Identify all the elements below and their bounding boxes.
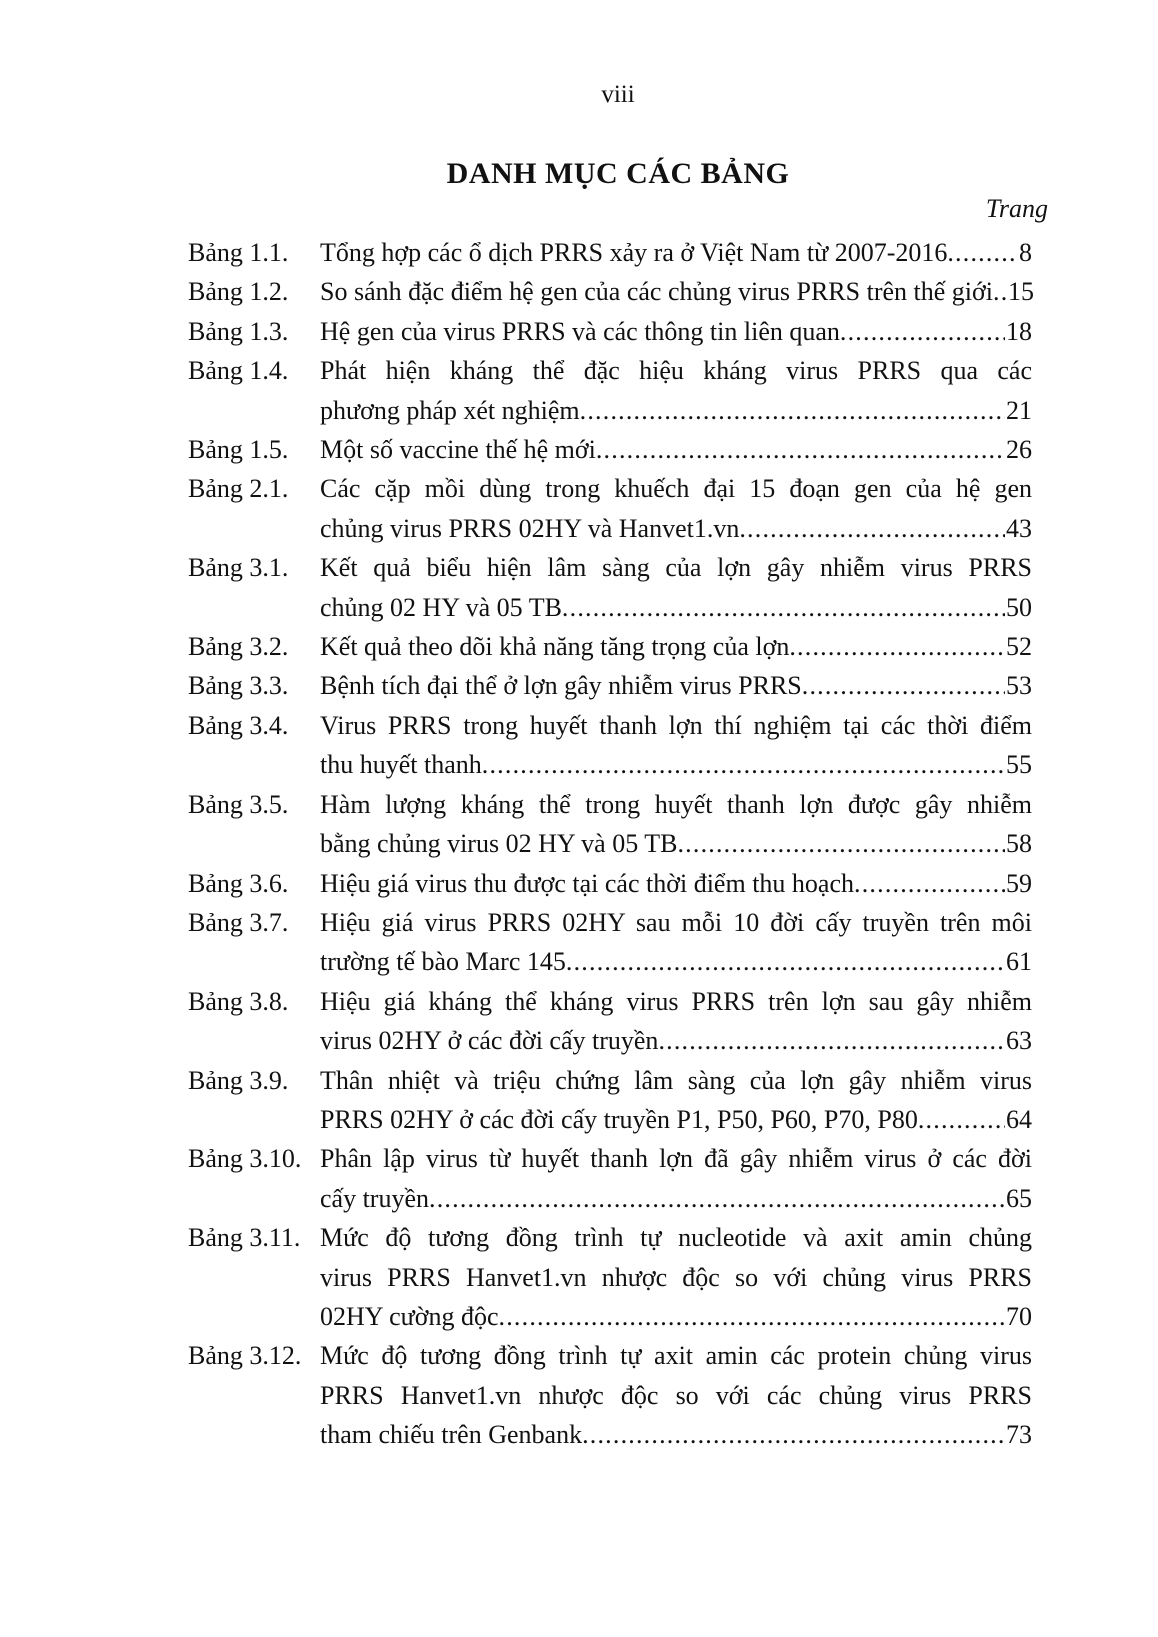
toc-entry-text: chủng 02 HY và 05 TB: [320, 592, 562, 622]
toc-entry: [188, 548, 1032, 627]
toc-entry-text: phương pháp xét nghiệm: [320, 395, 580, 425]
toc-entry: [188, 272, 1032, 311]
dot-leader: [993, 272, 1007, 311]
toc-entry-text: 02HY cường độc: [320, 1301, 499, 1331]
toc-entry-text: Hệ gen của virus PRRS và các thông tin liên quan: [320, 316, 840, 346]
toc-entry-content: [320, 706, 1032, 785]
page-number: 52: [1006, 632, 1032, 662]
toc-entry-text: Thân nhiệt và triệu chứng lâm sàng của lợn gây nhiễm virus: [320, 1065, 1032, 1095]
toc-entry-line: [320, 588, 1032, 627]
dot-leader: [677, 824, 1005, 863]
toc-entry-text: PRRS Hanvet1.vn nhược độc so với các chủng virus PRRS: [320, 1380, 1032, 1410]
toc-entry-label: Bảng 3.9.: [188, 1065, 289, 1095]
page-number: 55: [1006, 750, 1032, 780]
dot-leader: [562, 588, 1005, 627]
toc-entry-content: [320, 666, 1032, 705]
toc-entry-text: Virus PRRS trong huyết thanh lợn thí nghiệm tại các thời điểm: [320, 710, 1032, 740]
toc-entry-line: [320, 1336, 1032, 1375]
toc-entry-line: [320, 666, 1032, 705]
toc-entry: [188, 785, 1032, 864]
toc-entry-content: [320, 982, 1032, 1061]
toc-entry-line: [320, 233, 1032, 272]
toc-entry-line: [320, 1179, 1032, 1218]
toc-entry-line: [320, 903, 1032, 942]
toc-entry-label: Bảng 3.11.: [188, 1223, 301, 1253]
toc-entry-content: [320, 627, 1032, 666]
page-number: 15: [1008, 277, 1034, 307]
toc-entry-label: Bảng 3.5.: [188, 789, 289, 819]
toc-entry-line: [320, 1297, 1032, 1336]
toc-entry-line: [320, 509, 1032, 548]
page-number: 50: [1006, 592, 1032, 622]
dot-leader: [566, 942, 1005, 981]
toc-entry: [188, 627, 1032, 666]
toc-list: [188, 233, 1032, 1455]
toc-entry-text: Bệnh tích đại thể ở lợn gây nhiễm virus PRRS: [320, 671, 802, 701]
toc-entry-text: Phát hiện kháng thể đặc hiệu kháng virus PRRS qua các: [320, 356, 1032, 386]
toc-entry-text: Phân lập virus từ huyết thanh lợn đã gây nhiễm virus ở các đời: [320, 1144, 1032, 1174]
page-number: 64: [1006, 1104, 1032, 1134]
toc-entry-content: [320, 1061, 1032, 1140]
toc-entry-line: [320, 982, 1032, 1021]
toc-entry-content: [320, 903, 1032, 982]
toc-entry-line: [320, 469, 1032, 508]
toc-entry-line: [320, 351, 1032, 390]
page-title: DANH MỤC CÁC BẢNG: [446, 157, 790, 190]
dot-leader: [840, 312, 1005, 351]
toc-entry-line: [320, 942, 1032, 981]
toc-entry: [188, 1336, 1032, 1454]
toc-entry: [188, 430, 1032, 469]
toc-entry-line: [320, 1258, 1032, 1297]
toc-entry-line: [320, 1218, 1032, 1257]
toc-entry-label: Bảng 3.2.: [188, 632, 289, 662]
toc-entry-content: [320, 233, 1032, 272]
toc-entry-line: [320, 430, 1032, 469]
toc-entry-text: Một số vaccine thế hệ mới: [320, 435, 596, 465]
toc-entry-text: Tổng hợp các ổ dịch PRRS xảy ra ở Việt Nam từ 2007-2016: [320, 238, 948, 267]
toc-entry-text: cấy truyền: [320, 1183, 430, 1213]
toc-entry-label: Bảng 3.3.: [188, 671, 289, 701]
toc-entry-label: Bảng 3.4.: [188, 710, 289, 740]
dot-leader: [947, 233, 1018, 272]
dot-leader: [580, 391, 1005, 430]
toc-entry: [188, 351, 1032, 430]
dot-leader: [802, 666, 1005, 705]
toc-entry-text: tham chiếu trên Genbank: [320, 1420, 583, 1450]
toc-entry-content: [320, 351, 1032, 430]
toc-entry: [188, 1061, 1032, 1140]
toc-entry-text: virus 02HY ở các đời cấy truyền: [320, 1026, 659, 1056]
dot-leader: [499, 1297, 1005, 1336]
toc-entry-content: [320, 430, 1032, 469]
toc-entry-text: trường tế bào Marc 145: [320, 947, 566, 977]
toc-entry-line: [320, 785, 1032, 824]
toc-entry-label: Bảng 3.10.: [188, 1144, 302, 1174]
toc-entry: [188, 233, 1032, 272]
toc-entry-line: [320, 864, 1032, 903]
toc-entry-text: Hiệu giá virus PRRS 02HY sau mỗi 10 đời cấy truyền trên môi: [320, 907, 1032, 937]
toc-entry-label: Bảng 3.6.: [188, 868, 289, 898]
toc-entry-line: [320, 1100, 1032, 1139]
dot-leader: [482, 745, 1005, 784]
toc-entry: [188, 312, 1032, 351]
toc-entry: [188, 469, 1032, 548]
dot-leader: [918, 1100, 1005, 1139]
toc-entry: [188, 706, 1032, 785]
page-number: 73: [1006, 1420, 1032, 1450]
toc-entry-line: [320, 548, 1032, 587]
toc-entry-label: Bảng 3.8.: [188, 986, 289, 1016]
toc-entry-label: Bảng 2.1.: [188, 474, 289, 504]
toc-entry-label: Bảng 3.1.: [188, 553, 289, 583]
toc-entry-text: Hiệu giá kháng thể kháng virus PRRS trên lợn sau gây nhiễm: [320, 986, 1032, 1016]
toc-entry-line: [320, 1415, 1032, 1454]
toc-entry: [188, 903, 1032, 982]
toc-entry-line: [320, 627, 1032, 666]
toc-entry-content: [320, 312, 1032, 351]
toc-entry-label: Bảng 1.4.: [188, 356, 289, 386]
toc-entry-content: [320, 469, 1032, 548]
page-folio: viii: [601, 81, 635, 108]
toc-entry-label: Bảng 3.7.: [188, 907, 289, 937]
page-number: 43: [1006, 513, 1032, 543]
dot-leader: [658, 1021, 1005, 1060]
toc-entry-content: [320, 548, 1032, 627]
toc-entry-text: Hàm lượng kháng thể trong huyết thanh lợn được gây nhiễm: [320, 789, 1032, 819]
dot-leader: [582, 1415, 1005, 1454]
dot-leader: [429, 1179, 1005, 1218]
toc-entry-text: Các cặp mồi dùng trong khuếch đại 15 đoạn gen của hệ gen: [320, 474, 1032, 504]
dot-leader: [789, 627, 1005, 666]
toc-entry-content: [320, 1218, 1032, 1336]
toc-entry-text: virus PRRS Hanvet1.vn nhược độc so với chủng virus PRRS: [320, 1262, 1032, 1292]
toc-entry-text: So sánh đặc điểm hệ gen của các chủng virus PRRS trên thế giới: [320, 277, 993, 307]
page-number: 63: [1006, 1026, 1032, 1056]
toc-entry-label: Bảng 1.3.: [188, 316, 289, 346]
toc-entry-text: Mức độ tương đồng trình tự nucleotide và axit amin chủng: [320, 1223, 1032, 1253]
toc-entry: [188, 1218, 1032, 1336]
toc-entry-label: Bảng 1.1.: [188, 238, 289, 267]
page-number: 8: [1019, 238, 1032, 267]
toc-entry: [188, 982, 1032, 1061]
toc-entry-text: PRRS 02HY ở các đời cấy truyền P1, P50, P60, P70, P80: [320, 1104, 918, 1134]
toc-entry-label: Bảng 3.12.: [188, 1341, 302, 1371]
toc-entry-content: [320, 864, 1032, 903]
toc-entry-label: Bảng 1.2.: [188, 277, 289, 307]
toc-entry-line: [320, 272, 1032, 311]
toc-entry-label: Bảng 1.5.: [188, 435, 289, 465]
dot-leader: [596, 430, 1005, 469]
page-number: 70: [1006, 1301, 1032, 1331]
toc-entry-content: [320, 1336, 1032, 1454]
toc-entry-text: chủng virus PRRS 02HY và Hanvet1.vn: [320, 513, 740, 543]
toc-entry-text: Mức độ tương đồng trình tự axit amin các protein chủng virus: [320, 1341, 1032, 1371]
toc-entry-text: Kết quả biểu hiện lâm sàng của lợn gây nhiễm virus PRRS: [320, 553, 1032, 583]
toc-entry-text: Kết quả theo dõi khả năng tăng trọng của lợn: [320, 632, 790, 662]
toc-entry-line: [320, 824, 1032, 863]
toc-entry: [188, 864, 1032, 903]
dot-leader: [854, 864, 1005, 903]
toc-entry-line: [320, 312, 1032, 351]
page-number: 53: [1006, 671, 1032, 701]
page-number: 61: [1006, 947, 1032, 977]
toc-entry-text: bằng chủng virus 02 HY và 05 TB: [320, 829, 678, 859]
page-number: 58: [1006, 829, 1032, 859]
toc-entry-text: thu huyết thanh: [320, 750, 482, 780]
toc-entry-line: [320, 1376, 1032, 1415]
toc-entry-line: [320, 1061, 1032, 1100]
dot-leader: [739, 509, 1005, 548]
page-number: 26: [1006, 435, 1032, 465]
page-number: 65: [1006, 1183, 1032, 1213]
page-number: 21: [1006, 395, 1032, 425]
toc-entry-text: Hiệu giá virus thu được tại các thời điểm thu hoạch: [320, 868, 855, 898]
page-column-header: Trang: [985, 194, 1048, 223]
toc-entry-line: [320, 391, 1032, 430]
toc-entry-content: [320, 1139, 1032, 1218]
page-number: 18: [1006, 316, 1032, 346]
toc-entry-line: [320, 1139, 1032, 1178]
toc-entry: [188, 1139, 1032, 1218]
toc-entry-line: [320, 706, 1032, 745]
page-number: 59: [1006, 868, 1032, 898]
toc-entry-line: [320, 745, 1032, 784]
toc-entry-line: [320, 1021, 1032, 1060]
toc-entry: [188, 666, 1032, 705]
toc-entry-content: [320, 785, 1032, 864]
toc-entry-content: [320, 272, 1032, 311]
